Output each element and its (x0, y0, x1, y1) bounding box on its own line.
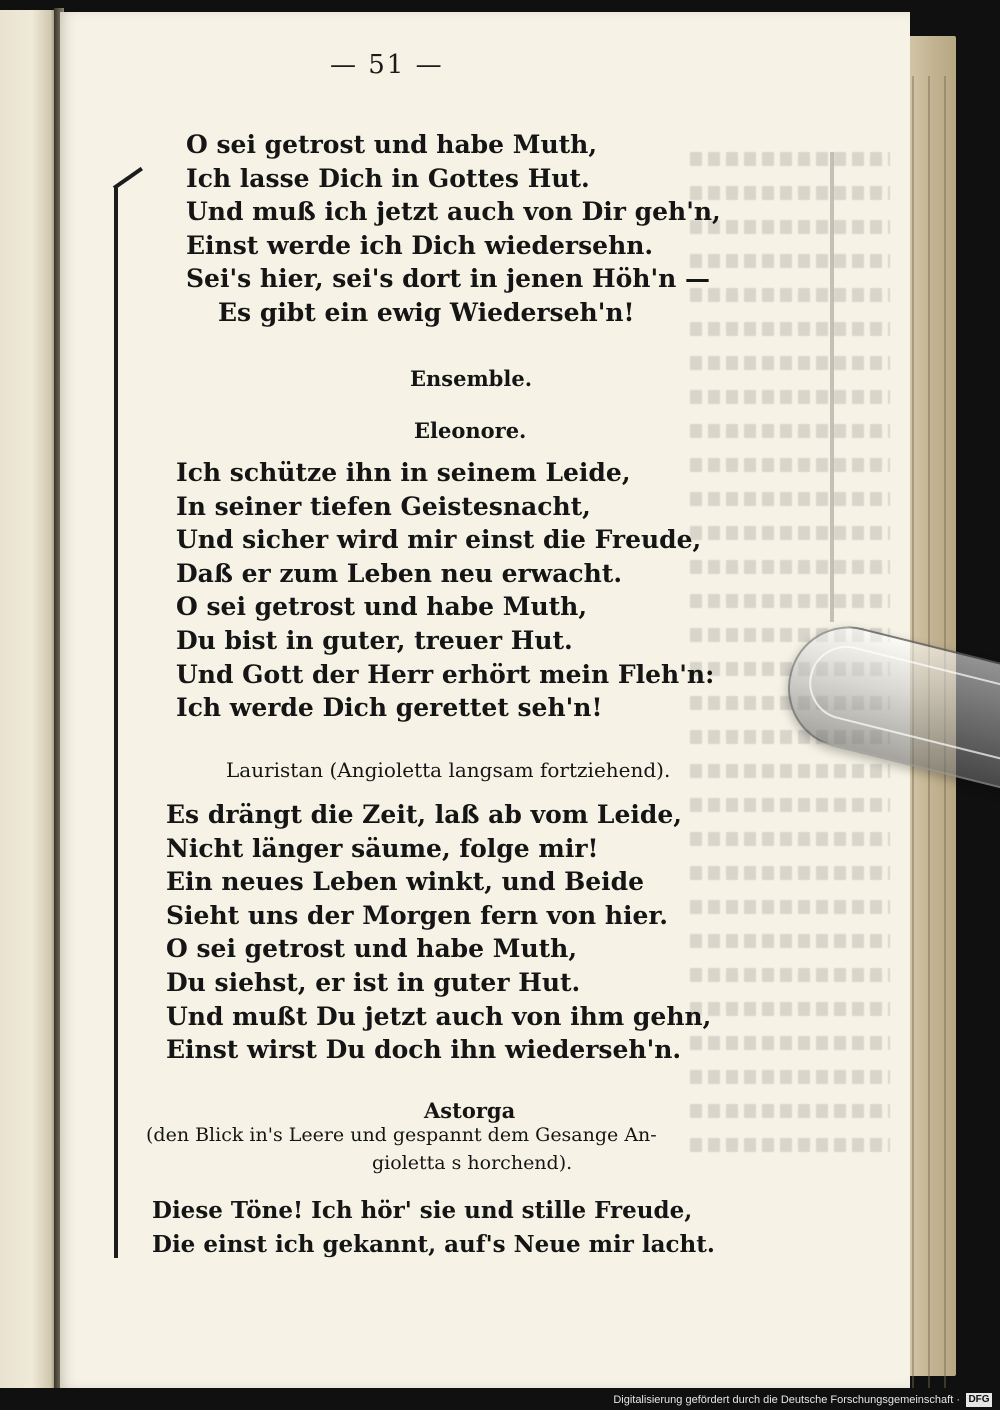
verse-block-2 (176, 456, 714, 725)
verse-line: Die einst ich gekannt, auf's Neue mir lacht. (152, 1230, 715, 1258)
stage-direction: gioletta s horchend). (372, 1152, 573, 1174)
verse-line: In seiner tiefen Geistesnacht, (176, 491, 591, 521)
verse-line: Sei's hier, sei's dort in jenen Höh'n — (186, 264, 711, 294)
verse-line: Einst wirst Du doch ihn wiederseh'n. (166, 1035, 682, 1065)
funding-credit: Digitalisierung gefördert durch die Deutsche Forschungsgemeinschaft · (613, 1394, 960, 1406)
verse-line: Nicht länger säume, folge mir! (166, 833, 599, 863)
eleonore-heading: Eleonore. (414, 418, 527, 443)
verse-line: Es drängt die Zeit, laß ab vom Leide, (166, 800, 682, 829)
verse-line: Ein neues Leben winkt, und Beide (166, 867, 645, 897)
verse-line: Ich schütze ihn in seinem Leide, (176, 458, 631, 487)
footer-bar (0, 1388, 1000, 1410)
verse-line: Ich werde Dich gerettet seh'n! (176, 693, 603, 723)
verse-line: Diese Töne! Ich hör' sie und stille Freude, (152, 1197, 693, 1224)
verse-line: Sieht uns der Morgen fern von hier. (166, 900, 669, 930)
verse-line: Einst werde ich Dich wiedersehn. (186, 230, 654, 260)
verse-line: Du bist in guter, treuer Hut. (176, 625, 573, 655)
page-number: — 51 — (330, 50, 444, 80)
bleed-through-bracket (830, 152, 834, 622)
verse-block-4 (152, 1194, 715, 1261)
verse-line: Du siehst, er ist in guter Hut. (166, 967, 581, 997)
verse-line: O sei getrost und habe Muth, (176, 592, 588, 622)
verse-line: Und mußt Du jetzt auch von ihm gehn, (166, 1001, 712, 1031)
verse-line: Und Gott der Herr erhört mein Fleh'n: (176, 659, 715, 689)
verse-block-1 (186, 128, 721, 330)
previous-page-edge (0, 10, 58, 1388)
verse-line: Daß er zum Leben neu erwacht. (176, 558, 623, 588)
verse-block-3 (166, 798, 711, 1067)
verse-line: Und muß ich jetzt auch von Dir geh'n, (186, 197, 721, 227)
dfg-logo: DFG (966, 1393, 992, 1407)
verse-line: Ich lasse Dich in Gottes Hut. (186, 163, 590, 193)
verse-line: O sei getrost und habe Muth, (186, 130, 598, 159)
astorga-heading: Astorga (424, 1098, 516, 1123)
ensemble-heading: Ensemble. (410, 366, 533, 391)
stage-direction: (den Blick in's Leere und gespannt dem Gesange An- (146, 1124, 657, 1146)
verse-line: Es gibt ein ewig Wiederseh'n! (218, 297, 635, 327)
verse-line: Und sicher wird mir einst die Freude, (176, 525, 702, 555)
verse-line: O sei getrost und habe Muth, (166, 934, 578, 964)
side-bracket (114, 188, 118, 1258)
lauristan-heading: Lauristan (Angioletta langsam fortziehend). (226, 758, 671, 782)
